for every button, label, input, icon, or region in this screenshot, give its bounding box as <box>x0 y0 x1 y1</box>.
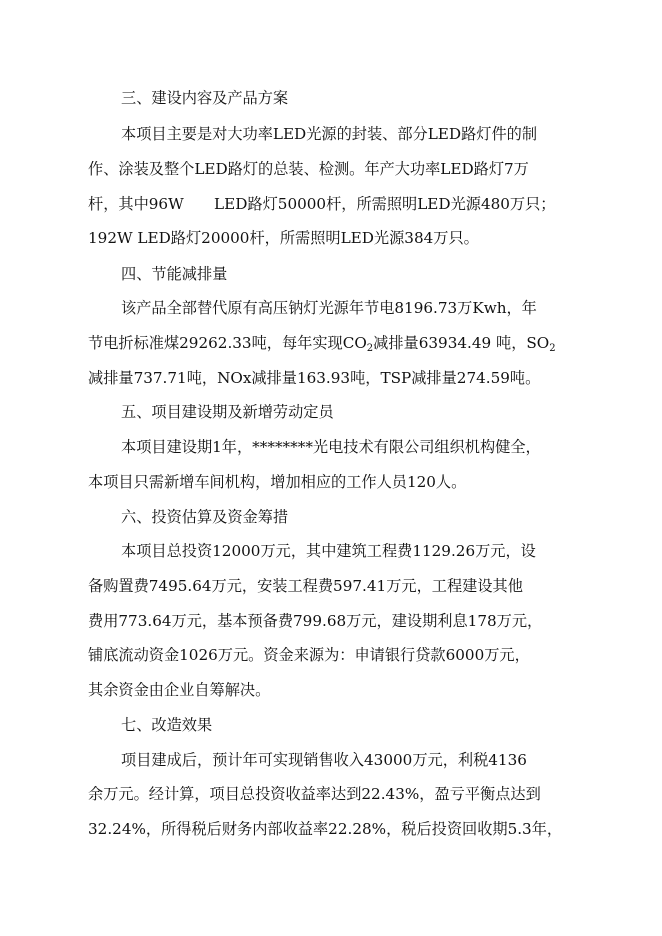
paragraph-line: 项目建成后，预计年可实现销售收入43000万元，利税4136 <box>121 751 527 769</box>
paragraph-line: 铺底流动资金1026万元。资金来源为：申请银行贷款6000万元， <box>88 646 530 664</box>
section-heading-energy-saving: 四、节能减排量 <box>121 265 228 283</box>
paragraph-line: 备购置费7495.64万元，安装工程费597.41万元，工程建设其他 <box>88 577 523 595</box>
section-heading-investment: 六、投资估算及资金筹措 <box>121 508 289 526</box>
paragraph-line: 减排量737.71吨，NOx减排量163.93吨，TSP减排量274.59吨。 <box>88 369 541 387</box>
paragraph-line: 其余资金由企业自筹解决。 <box>88 681 271 699</box>
so2-subscript: 2 <box>549 343 556 354</box>
section-heading-staffing: 五、项目建设期及新增劳动定员 <box>121 403 334 421</box>
paragraph-line: 余万元。经计算，项目总投资收益率达到22.43%，盈亏平衡点达到 <box>88 785 541 803</box>
paragraph-line: 本项目只需新增车间机构，增加相应的工作人员120人。 <box>88 473 467 491</box>
paragraph-line: 该产品全部替代原有高压钠灯光源年节电8196.73万Kwh，年 <box>121 299 537 317</box>
section-heading-construction: 三、建设内容及产品方案 <box>121 89 289 107</box>
paragraph-line: 杆，其中96W LED路灯50000杆，所需照明LED光源480万只； <box>88 195 556 213</box>
paragraph-line: 作、涂装及整个LED路灯的总装、检测。年产大功率LED路灯7万 <box>88 160 529 178</box>
section-heading-results: 七、改造效果 <box>121 716 213 734</box>
emissions-text-pre: 节电折标准煤29262.33吨，每年实现CO <box>88 334 367 352</box>
paragraph-line: 本项目建设期1年，********光电技术有限公司组织机构健全， <box>121 438 541 456</box>
co2-subscript: 2 <box>366 343 374 354</box>
paragraph-line: 本项目主要是对大功率LED光源的封装、部分LED路灯件的制 <box>121 125 538 143</box>
emissions-text-mid: 减排量63934.49 吨，SO <box>373 334 550 352</box>
paragraph-line: 费用773.64万元，基本预备费799.68万元，建设期利息178万元， <box>88 612 543 630</box>
paragraph-line-emissions <box>88 333 556 353</box>
paragraph-line: 本项目总投资12000万元，其中建筑工程费1129.26万元，设 <box>121 542 536 560</box>
paragraph-line: 192W LED路灯20000杆，所需照明LED光源384万只。 <box>88 229 479 247</box>
paragraph-line: 32.24%，所得税后财务内部收益率22.28%，税后投资回收期5.3年， <box>88 820 563 838</box>
